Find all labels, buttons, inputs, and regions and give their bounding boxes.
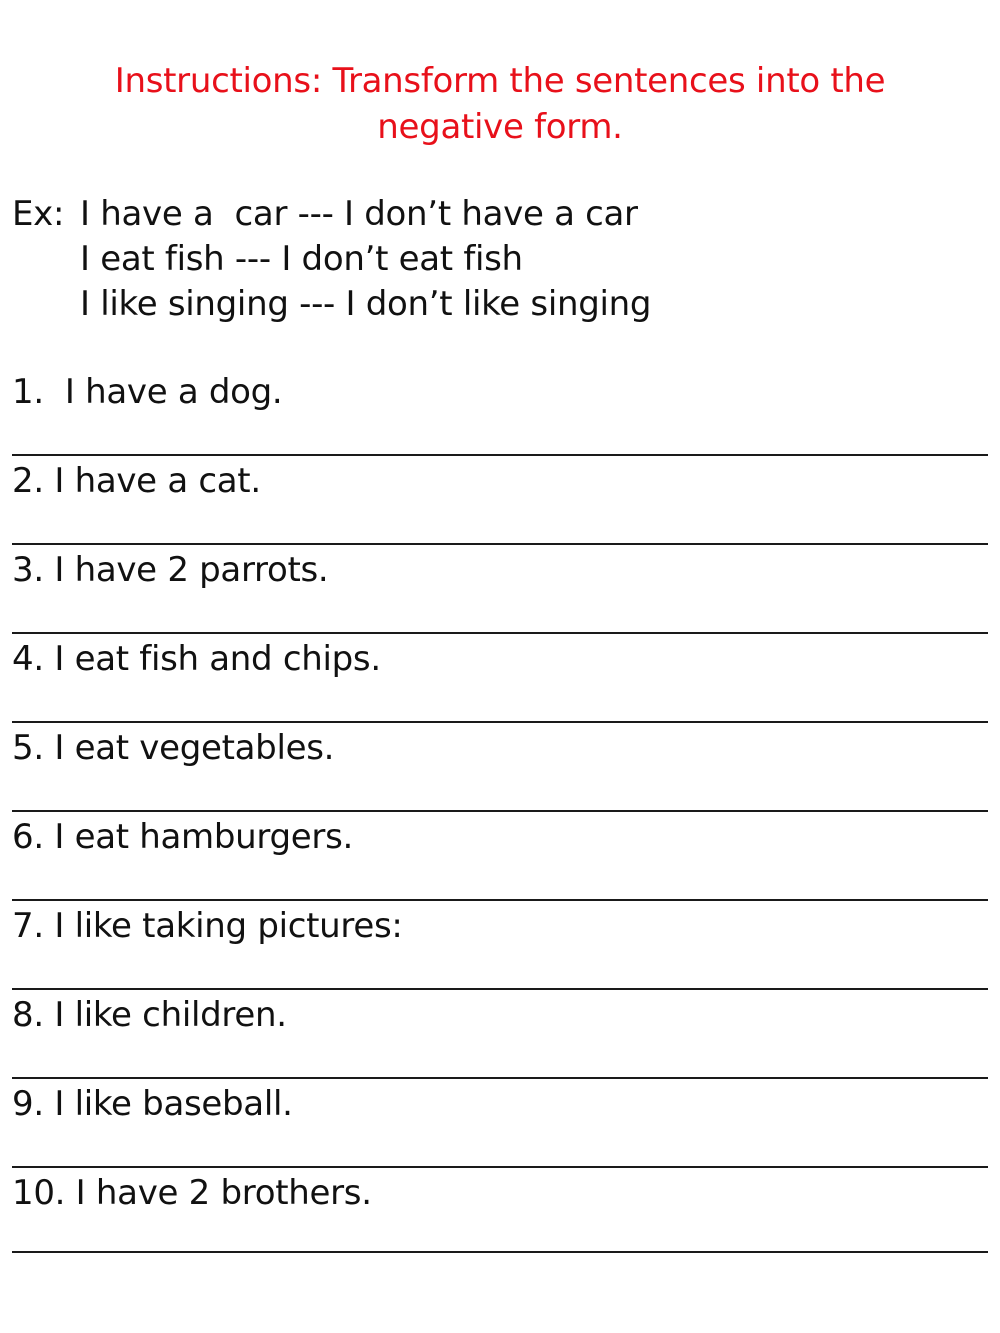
exercise-prompt: 7. I like taking pictures:	[12, 906, 403, 946]
exercise-prompt: 6. I eat hamburgers.	[12, 817, 353, 857]
exercise-list	[0, 362, 1000, 1252]
answer-line[interactable]	[12, 1251, 988, 1253]
exercise-prompt: 3. I have 2 parrots.	[12, 550, 329, 590]
example-sentence-2: I eat fish --- I don’t eat fish	[80, 239, 523, 279]
exercise-item-10	[0, 1163, 1000, 1252]
exercise-item-1	[0, 362, 1000, 451]
exercise-item-9	[0, 1074, 1000, 1163]
exercise-prompt: 9. I like baseball.	[12, 1084, 293, 1124]
examples-block	[12, 192, 651, 327]
example-indent	[12, 282, 80, 327]
exercise-item-8	[0, 985, 1000, 1074]
exercise-prompt: 5. I eat vegetables.	[12, 728, 335, 768]
example-row-1	[12, 192, 651, 237]
example-indent	[12, 237, 80, 282]
exercise-item-6	[0, 807, 1000, 896]
exercise-item-7	[0, 896, 1000, 985]
exercise-item-5	[0, 718, 1000, 807]
exercise-item-2	[0, 451, 1000, 540]
example-sentence-3: I like singing --- I don’t like singing	[80, 284, 652, 324]
exercise-prompt: 2. I have a cat.	[12, 461, 261, 501]
exercise-prompt: 8. I like children.	[12, 995, 287, 1035]
example-row-3	[12, 282, 651, 327]
exercise-item-3	[0, 540, 1000, 629]
exercise-item-4	[0, 629, 1000, 718]
exercise-prompt: 1. I have a dog.	[12, 372, 283, 412]
exercise-prompt: 4. I eat fish and chips.	[12, 639, 381, 679]
exercise-prompt: 10. I have 2 brothers.	[12, 1173, 372, 1213]
instructions-heading: Instructions: Transform the sentences into the negative form.	[114, 61, 886, 147]
example-row-2	[12, 237, 651, 282]
example-prefix: Ex:	[12, 194, 65, 234]
example-sentence-1: I have a car --- I don’t have a car	[80, 194, 638, 234]
